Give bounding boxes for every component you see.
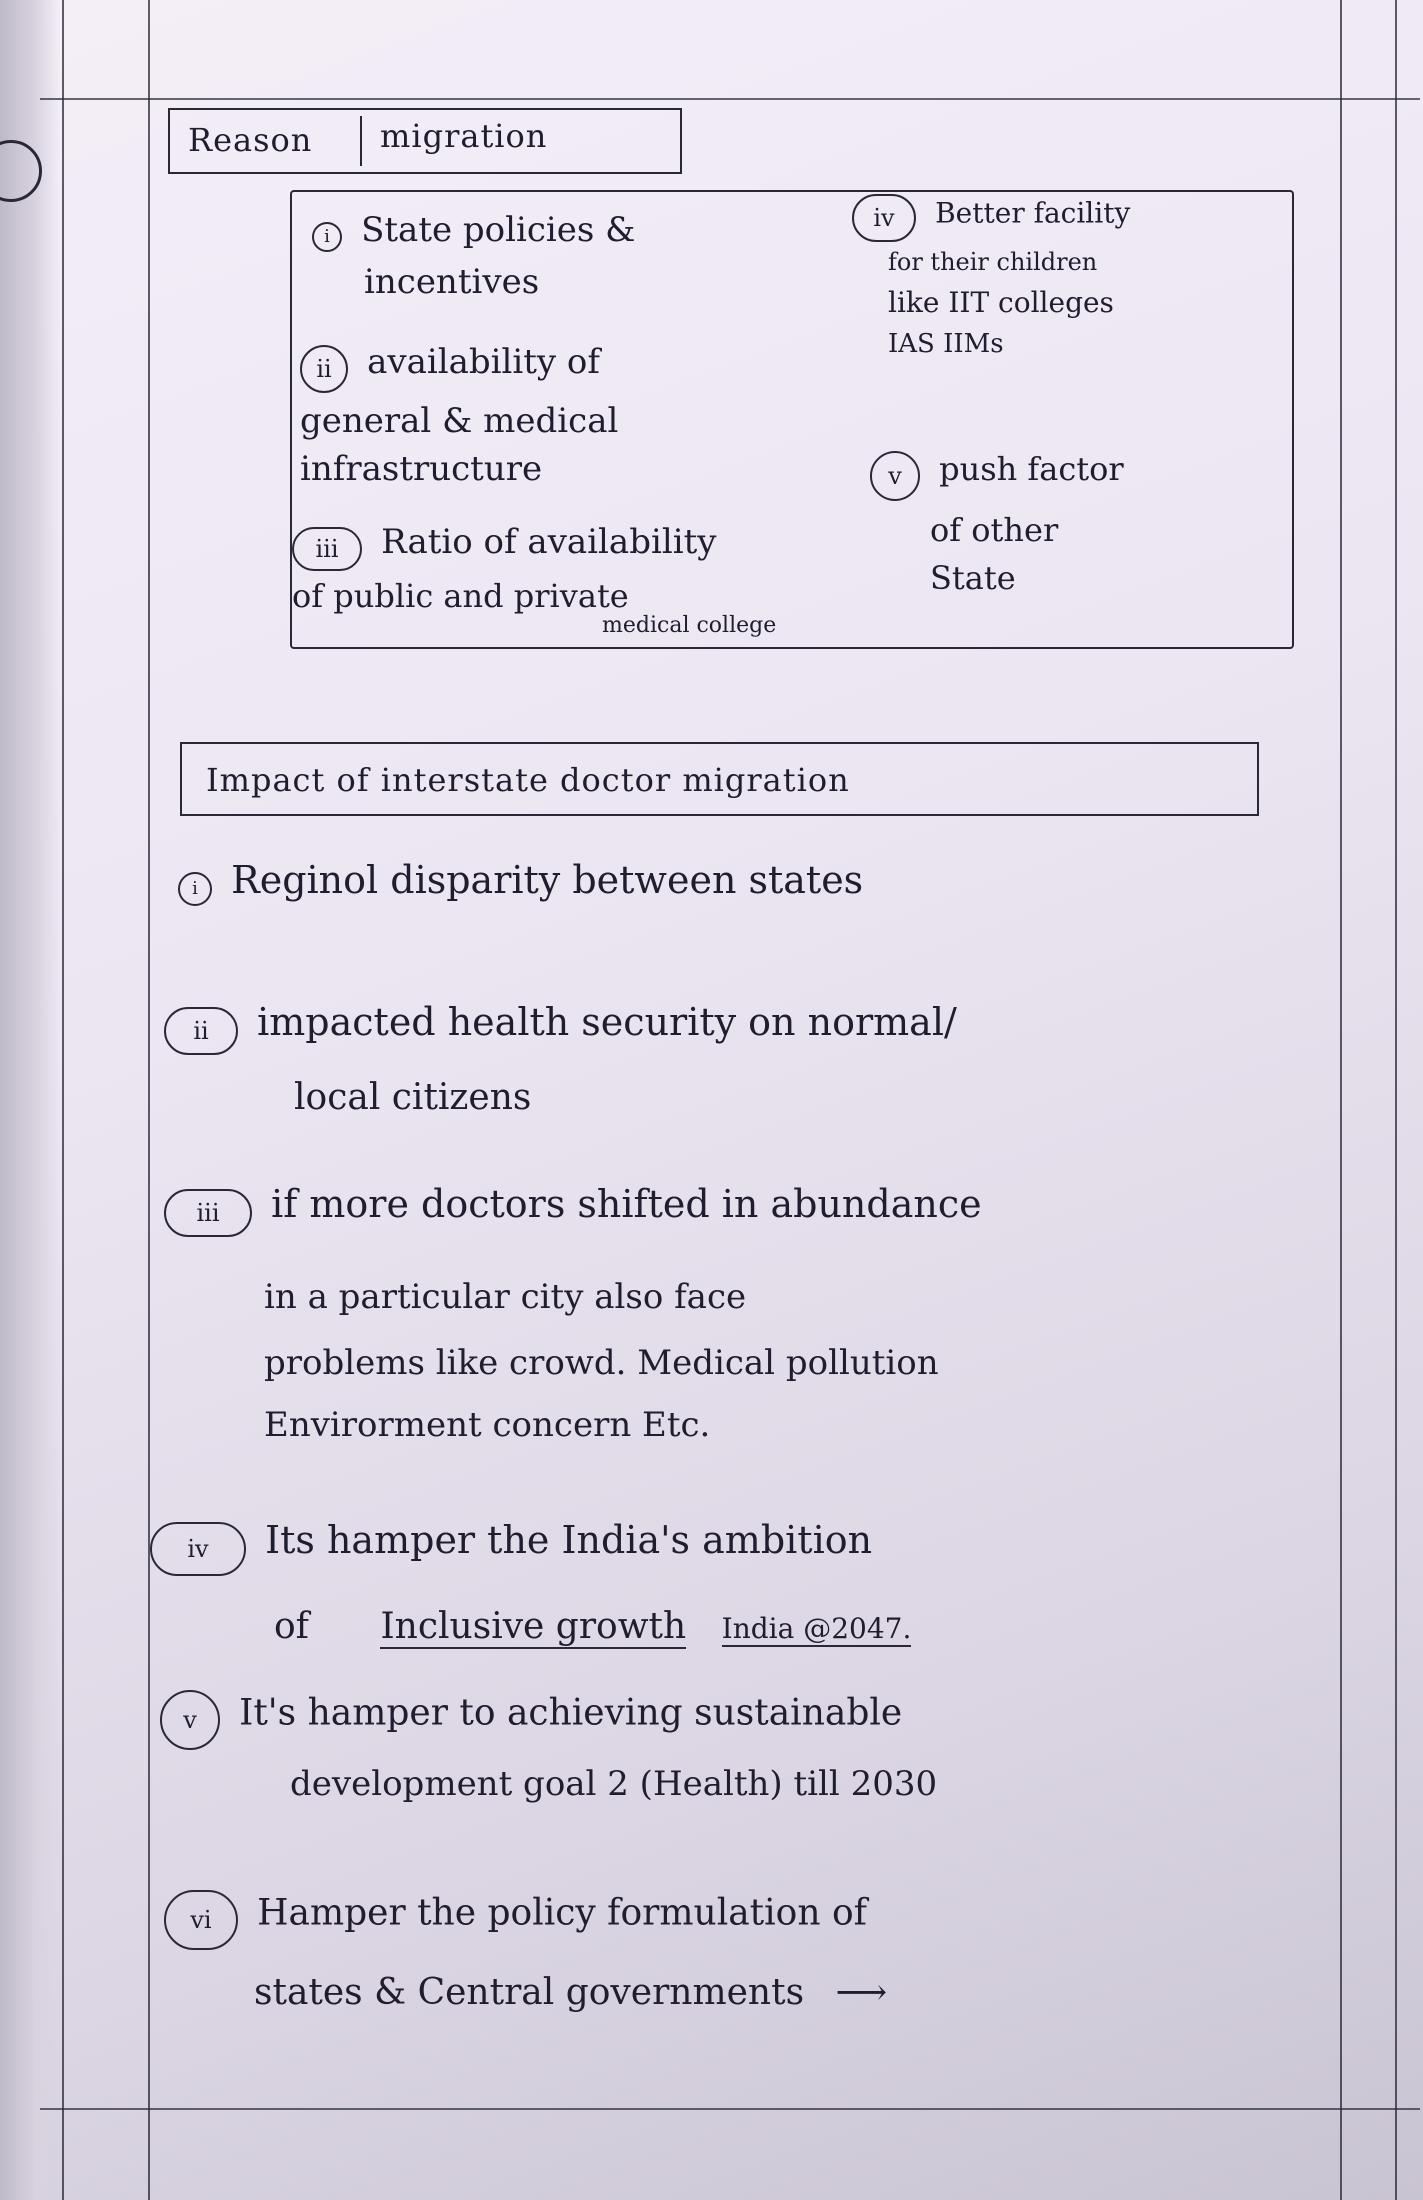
impact-text: of	[274, 1605, 309, 1647]
reason-text: IAS IIMs	[888, 329, 1004, 359]
reason-text: availability of	[367, 342, 600, 382]
impact-text: local citizens	[294, 1076, 532, 1118]
top-rule	[40, 98, 1420, 100]
impact-item-5	[160, 1690, 937, 1804]
impact-number: iv	[150, 1522, 246, 1576]
reason-text: like IIT colleges	[888, 286, 1114, 319]
reason-item-5	[870, 450, 1290, 597]
heading-divider	[360, 116, 362, 166]
impact-number: ii	[164, 1007, 238, 1055]
impact-title: Impact of interstate doctor migration	[206, 761, 850, 799]
reason-number: v	[870, 451, 920, 501]
margin-line	[148, 0, 150, 2200]
heading-migration: migration	[380, 117, 548, 155]
impact-text: in a particular city also face	[264, 1276, 747, 1317]
reason-text: push factor	[939, 450, 1124, 488]
left-page-border	[62, 0, 64, 2200]
impact-item-1	[178, 858, 863, 906]
reason-item-4	[852, 194, 1292, 359]
right-margin-line	[1340, 0, 1342, 2200]
reason-text: for their children	[888, 248, 1098, 276]
reason-text: State policies &	[361, 210, 636, 250]
bottom-rule	[40, 2108, 1420, 2110]
impact-text: states & Central governments	[254, 1972, 805, 2013]
impact-text: It's hamper to achieving sustainable	[239, 1692, 903, 1734]
impact-text: impacted health security on normal/	[257, 1000, 957, 1044]
impact-text: if more doctors shifted in abundance	[271, 1182, 982, 1226]
reason-number: iii	[292, 527, 362, 571]
impact-text-underlined: India @2047.	[721, 1611, 912, 1645]
notebook-page-edge	[0, 0, 60, 2200]
reason-text: Ratio of availability	[381, 522, 717, 562]
impact-text: problems like crowd. Medical pollution	[264, 1342, 939, 1383]
impact-item-2	[164, 1000, 957, 1118]
impact-text: development goal 2 (Health) till 2030	[290, 1764, 938, 1804]
impact-number: iii	[164, 1189, 252, 1237]
reason-text: State	[930, 558, 1016, 597]
impact-text: Hamper the policy formulation of	[257, 1892, 867, 1934]
reason-text: of other	[930, 510, 1059, 549]
heading-reason: Reason	[188, 121, 313, 159]
reason-migration-heading	[168, 108, 682, 174]
impact-text: Its hamper the India's ambition	[265, 1518, 873, 1562]
impact-heading	[180, 742, 1259, 816]
reason-number: i	[312, 222, 342, 252]
impact-item-6	[164, 1890, 887, 2013]
impact-text-underlined: Inclusive growth	[380, 1605, 687, 1647]
reason-text: Better facility	[935, 196, 1131, 230]
reason-number: ii	[300, 345, 348, 393]
reason-item-1	[312, 210, 635, 302]
reason-text: general & medical	[300, 400, 619, 441]
impact-item-3	[164, 1182, 982, 1445]
impact-number: v	[160, 1690, 220, 1750]
reason-text: infrastructure	[300, 448, 543, 489]
reason-item-3	[292, 522, 776, 638]
reason-item-2	[300, 342, 618, 489]
right-page-border	[1395, 0, 1397, 2200]
reason-number: iv	[852, 194, 916, 242]
reasons-box	[290, 190, 1294, 649]
reason-text: of public and private	[292, 576, 629, 615]
impact-text: Envirorment concern Etc.	[264, 1404, 711, 1445]
impact-number: i	[178, 872, 212, 906]
impact-text: Reginol disparity between states	[231, 858, 864, 902]
impact-item-4	[150, 1518, 911, 1647]
reason-text: incentives	[364, 261, 540, 302]
reason-text: medical college	[602, 612, 777, 638]
impact-number: vi	[164, 1890, 238, 1950]
arrow-icon: ⟶	[835, 1972, 888, 2013]
